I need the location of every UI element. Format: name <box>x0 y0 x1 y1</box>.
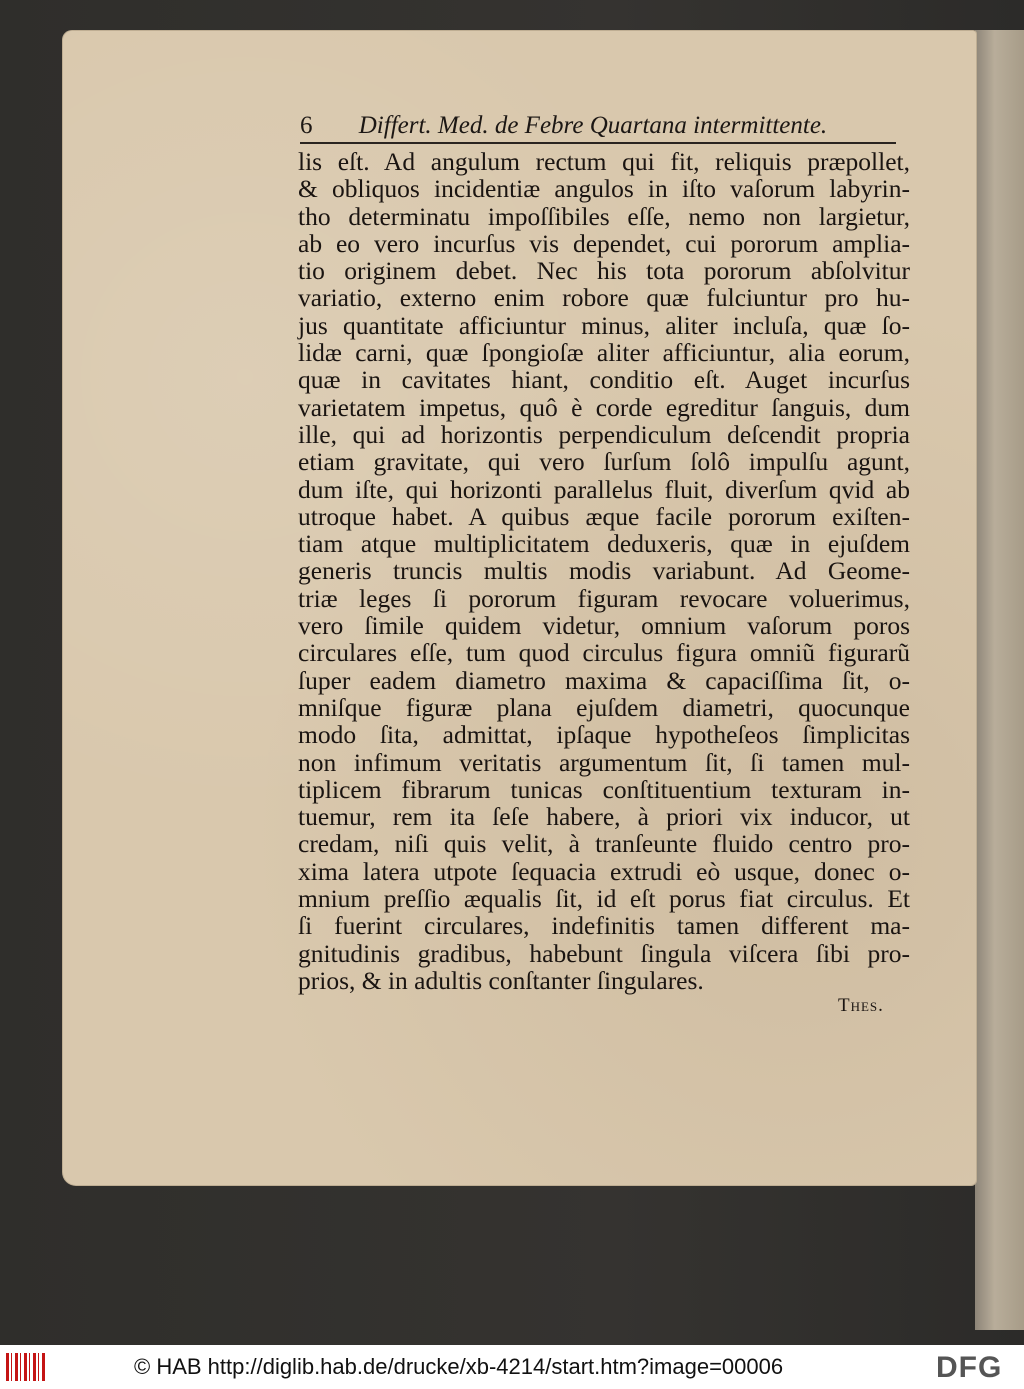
text-line: etiam gravitate, qui vero ſurſum ſolô impulſu agunt, <box>298 447 910 477</box>
text-line: gnitudinis gradibus, habebunt ſingula viſcera ſibi pro- <box>298 938 910 968</box>
running-head-title: Differt. Med. de Febre Quartana intermittente. <box>358 112 828 139</box>
text-line: modo ſita, admittat, ipſaque hypotheſeos ſimplicitas <box>298 720 910 750</box>
text-line: tiam atque multiplicitatem deduxeris, quæ in ejuſdem <box>298 529 910 559</box>
page-number: 6 <box>300 112 313 139</box>
text-line: tiplicem fibrarum tunicas conſtituentium texturam in- <box>298 774 910 804</box>
text-line: triæ leges ſi pororum figuram revocare voluerimus, <box>298 583 910 613</box>
text-line: ille, qui ad horizontis perpendiculum deſcendit propria <box>298 419 910 449</box>
text-line: utroque habet. A quibus æque facile pororum exiſten- <box>298 501 910 531</box>
catchword: Thes. <box>838 995 884 1016</box>
text-line: xima latera utpote ſequacia extrudi eò usque, donec o- <box>298 856 910 886</box>
facing-page-edge <box>975 30 1024 1330</box>
text-line: non infimum veritatis argumentum ſit, ſi tamen mul- <box>298 747 910 777</box>
text-line: variatio, externo enim robore quæ fulciuntur pro hu- <box>298 283 910 313</box>
text-line: credam, niſi quis velit, à tranſeunte fluido centro pro- <box>298 829 910 859</box>
text-line: ſuper eadem diametro maxima & capaciſſima ſit, o- <box>298 665 910 695</box>
text-line: tio originem debet. Nec his tota pororum abſolvitur <box>298 256 910 286</box>
head-rule <box>300 142 896 144</box>
text-line: generis truncis multis modis variabunt. Ad Geome- <box>298 556 910 586</box>
text-line: mniſque figuræ plana ejuſdem diametri, quocunque <box>298 692 910 722</box>
running-head <box>300 112 900 140</box>
footer-bar <box>0 1345 1024 1389</box>
barcode-icon <box>6 1353 46 1381</box>
text-line: lis eſt. Ad angulum rectum qui fit, reliquis præpollet, <box>298 147 910 176</box>
dfg-logo: DFG <box>936 1351 1003 1384</box>
text-line: tuemur, rem ita ſeſe habere, à priori vix inducor, ut <box>298 802 910 832</box>
text-line: & obliquos incidentiæ angulos in iſto vaſorum labyrin- <box>298 174 910 204</box>
text-line: varietatem impetus, quô è corde egreditur ſanguis, dum <box>298 392 910 422</box>
body-text <box>298 148 910 994</box>
footer-url[interactable]: © HAB http://diglib.hab.de/drucke/xb-4214/start.htm?image=00006 <box>134 1354 784 1379</box>
text-line: tho determinatu impoſſibiles eſſe, nemo non largietur, <box>298 201 910 231</box>
text-line: quæ in cavitates hiant, conditio eſt. Auget incurſus <box>298 365 910 395</box>
text-line: lidæ carni, quæ ſpongioſæ aliter afficiuntur, alia eorum, <box>298 338 910 368</box>
text-line: jus quantitate afficiuntur minus, aliter incluſa, quæ ſo- <box>298 310 910 340</box>
text-line: dum iſte, qui horizonti parallelus fluit, diverſum qvid ab <box>298 474 910 504</box>
text-line: ab eo vero incurſus vis dependet, cui pororum amplia- <box>298 228 910 258</box>
text-line: vero ſimile quidem videtur, omnium vaſorum poros <box>298 611 910 641</box>
text-line: circulares eſſe, tum quod circulus figura omniũ figurarũ <box>298 638 910 668</box>
text-line: ſi fuerint circulares, indefinitis tamen different ma- <box>298 911 910 941</box>
text-line: mnium preſſio æqualis ſit, id eſt porus fiat circulus. Et <box>298 884 910 914</box>
text-line: prios, & in adultis conſtanter ſingulares. <box>298 965 704 995</box>
